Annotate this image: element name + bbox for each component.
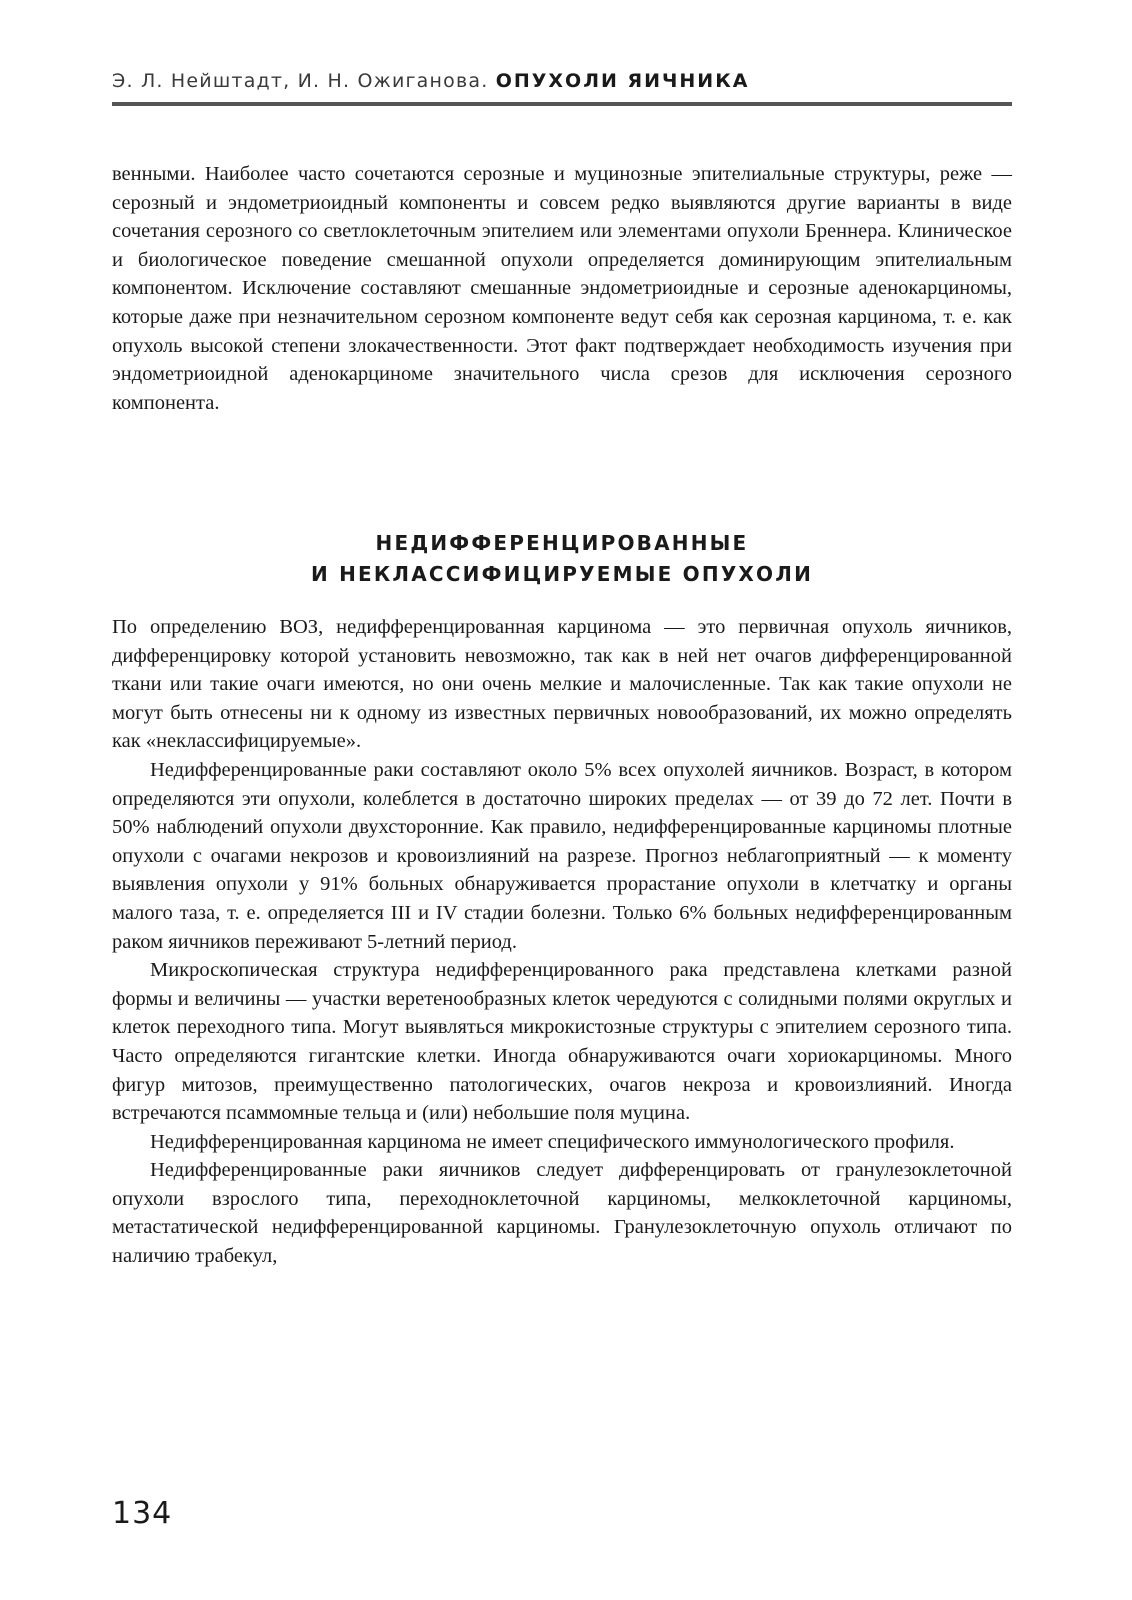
page-number: 134 [112,1496,173,1531]
header-book-title: ОПУХОЛИ ЯИЧНИКА [495,70,750,92]
section-paragraph-1: По определению ВОЗ, недифференцированная карцинома — это первичная опухоль яичников, дифференцировку которой установить невозможно, так как в ней нет очагов дифференцированной ткани или такие очаги имеются, но они очень мелкие и малочисленные. Так как такие опухоли не могут быть отнесены ни к одному из известных первичных новообразований, их можно определять как «неклассифицируемые». [112,616,1012,753]
section-text-block [112,613,1012,1271]
intro-paragraph: венными. Наиболее часто сочетаются серозные и муцинозные эпителиальные структуры, реже — серозный и эндометриоидный компоненты и совсем редко выявляются другие варианты в виде сочетания серозного со светлоклеточным эпителием или элементами опухоли Бреннера. Клиническое и биологическое поведение смешанной опухоли определяется доминирующим эпителиальным компонентом. Исключение составляют смешанные эндометриоидные и серозные аденокарциномы, которые даже при незначительном серозном компоненте ведут себя как серозная карцинома, т. е. как опухоль высокой степени злокачественности. Этот факт подтверждает необходимость изучения при эндометриоидной аденокарциноме значительного числа срезов для исключения серозного компонента. [112,163,1012,414]
section-paragraph-4: Недифференцированная карцинома не имеет специфического иммунологического профиля. [150,1130,955,1153]
header-authors: Э. Л. Нейштадт, И. Н. Ожиганова. [112,70,489,92]
section-heading-line-1: НЕДИФФЕРЕНЦИРОВАННЫЕ [375,531,749,555]
intro-text-block [112,160,1012,417]
section-heading [112,528,1012,590]
section-heading-line-2: И НЕКЛАССИФИЦИРУЕМЫЕ ОПУХОЛИ [310,562,814,586]
section-paragraph-3: Микроскопическая структура недифференцированного рака представлена клетками разной формы и величины — участки веретенообразных клеток чередуются с солидными полями округлых и клеток переходного типа. Могут выявляться микрокистозные структуры с эпителием серозного типа. Часто определяются гигантские клетки. Иногда обнаруживаются очаги хориокарциномы. Много фигур митозов, преимущественно патологических, очагов некроза и кровоизлияний. Иногда встречаются псаммомные тельца и (или) небольшие поля муцина. [112,959,1012,1125]
section-paragraph-5: Недифференцированные раки яичников следует дифференцировать от гранулезоклеточной опухоли взрослого типа, переходноклеточной карциномы, мелкоклеточной карциномы, метастатической недифференцированной карциномы. Гранулезоклеточную опухоль отличают по наличию трабекул, [112,1159,1012,1268]
running-header [112,70,1012,106]
section-paragraph-2: Недифференцированные раки составляют около 5% всех опухолей яичников. Возраст, в котором определяются эти опухоли, колеблется в достаточно широких пределах — от 39 до 72 лет. Почти в 50% наблюдений опухоли двухсторонние. Как правило, недифференцированные карциномы плотные опухоли с очагами некрозов и кровоизлияний на разрезе. Прогноз неблагоприятный — к моменту выявления опухоли у 91% больных обнаруживается прорастание опухоли в клетчатку и органы малого таза, т. е. определяется III и IV стадии болезни. Только 6% больных недифференцированным раком яичников переживают 5-летний период. [112,758,1012,953]
